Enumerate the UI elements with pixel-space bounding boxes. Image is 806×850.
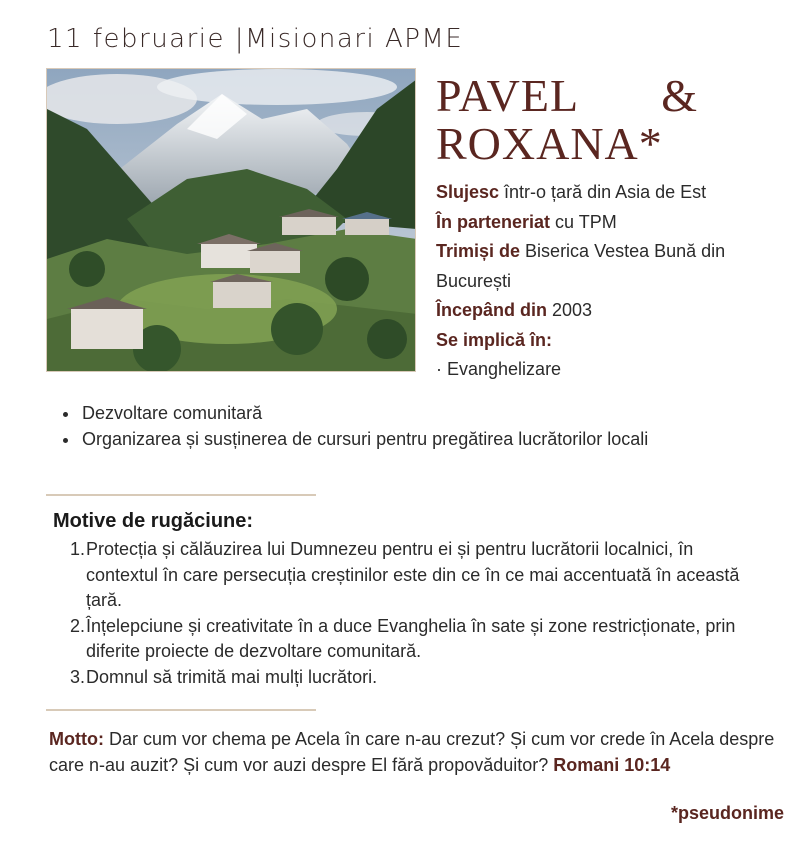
involvement-list [50, 400, 800, 452]
detail-involved-first: · Evanghelizare [436, 359, 562, 379]
prayer-title: Motive de rugăciune: [53, 510, 254, 532]
prayer-list [70, 537, 770, 690]
divider [46, 709, 316, 711]
missionary-details [436, 178, 796, 385]
list-item: 1. Protecția și călăuzirea lui Dumnezeu pentru ei și pentru lucrătorii localnici, în contextul în care persecuția creștinilor este din ce în ce mai accentuată în această țară. [70, 539, 740, 610]
detail-since: Începând din 2003 [436, 300, 593, 320]
detail-partner: În parteneriat cu TPM [436, 211, 617, 232]
name-roxana: ROXANA* [436, 118, 663, 169]
ampersand: & [661, 70, 698, 121]
mountain-village-photo [46, 68, 416, 372]
missionary-names [436, 72, 796, 168]
motto-reference: Romani 10:14 [553, 755, 671, 775]
motto-label: Motto: [49, 729, 104, 749]
page-header [47, 24, 463, 54]
motto-text: Dar cum vor chema pe Acela în care n-au crezut? Și cum vor crede în Acela despre care n-au auzit? Și cum vor auzi despre El fără propovăduitor? [49, 729, 775, 775]
list-item: 2. Înțelepciune și creativitate în a duce Evanghelia în sate și zone restricționate, prin diferite proiecte de dezvoltare comunitară. [70, 615, 736, 661]
name-pavel: PAVEL [436, 70, 580, 121]
header-separator: | [225, 24, 246, 54]
header-date: 11 februarie [47, 24, 226, 54]
detail-sent: Trimiși de Biserica Vestea Bună din București [436, 241, 726, 291]
motto [49, 726, 789, 778]
divider [46, 494, 316, 496]
list-item: • Dezvoltare comunitară [80, 400, 800, 426]
header-section: Misionari APME [245, 24, 464, 54]
detail-serve: Slujesc într-o țară din Asia de Est [436, 182, 707, 202]
footnote: *pseudonime [670, 803, 784, 823]
list-item: 3. Domnul să trimită mai mulți lucrători. [70, 666, 378, 687]
detail-involved-label: Se implică în: [436, 329, 553, 350]
list-item: • Organizarea și susținerea de cursuri pentru pregătirea lucrătorilor locali [80, 426, 800, 452]
